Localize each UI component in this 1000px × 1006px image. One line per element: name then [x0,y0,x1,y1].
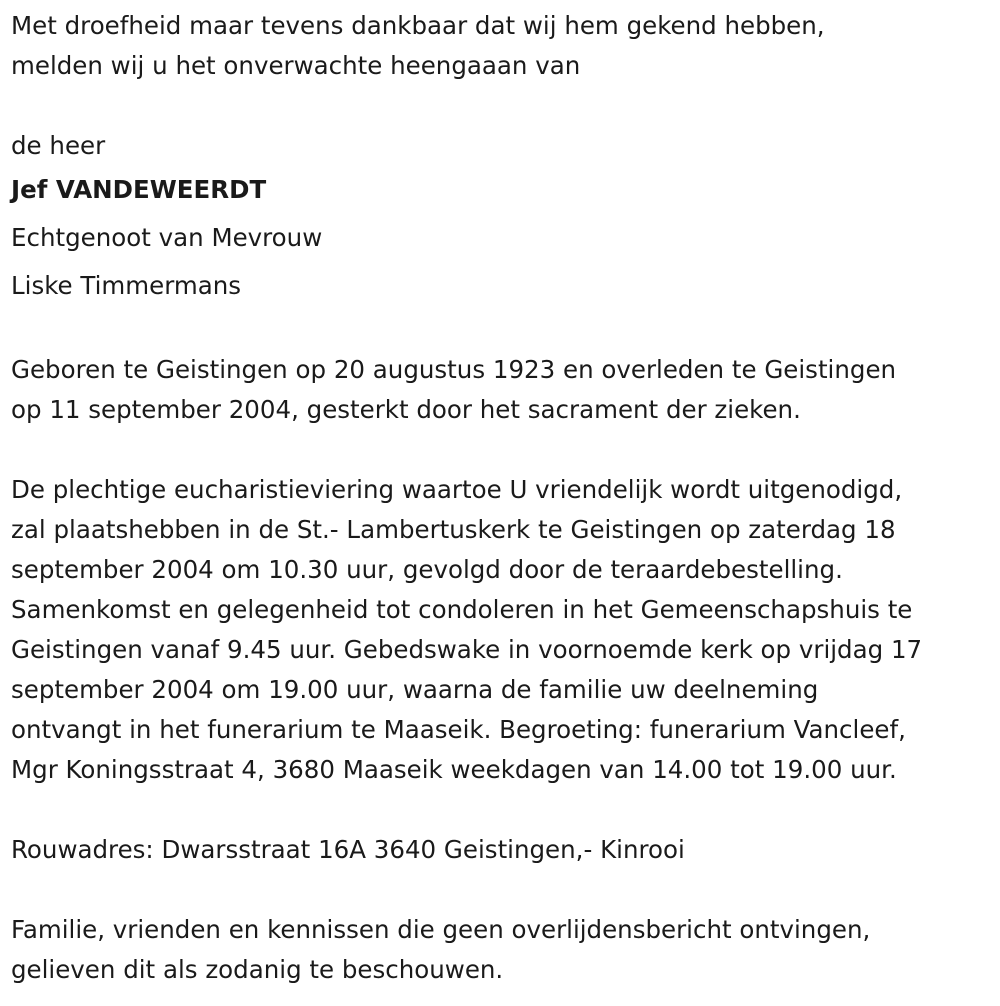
spacer [11,430,996,470]
deceased-title: de heer [11,131,106,160]
spouse-label: Echtgenoot van Mevrouw [11,223,323,252]
ceremony-line: september 2004 om 10.30 uur, gevolgd door de teraardebestelling. [11,555,843,584]
intro-paragraph [11,6,996,86]
ceremony-line: ontvangt in het funerarium te Maaseik. Begroeting: funerarium Vancleef, [11,715,906,744]
obituary-document [11,6,996,990]
spacer [11,790,996,830]
ceremony-line: zal plaatshebben in de St.- Lambertuskerk te Geistingen op zaterdag 18 [11,515,896,544]
ceremony-line: Mgr Koningsstraat 4, 3680 Maaseik weekdagen van 14.00 tot 19.00 uur. [11,755,897,784]
spacer [11,310,996,350]
spouse-name: Liske Timmermans [11,271,242,300]
ceremony-paragraph [11,470,996,790]
ceremony-line: Geistingen vanaf 9.45 uur. Gebedswake in voornoemde kerk op vrijdag 17 [11,635,923,664]
spacer [11,870,996,910]
ceremony-line: De plechtige eucharistieviering waartoe U vriendelijk wordt uitgenodigd, [11,475,903,504]
closing-paragraph [11,910,996,990]
birth-death-paragraph [11,350,996,430]
intro-line-1: Met droefheid maar tevens dankbaar dat wij hem gekend hebben, [11,11,825,40]
birth-death-line-2: op 11 september 2004, gesterkt door het sacrament der zieken. [11,395,801,424]
intro-line-2: melden wij u het onverwachte heengaaan van [11,51,581,80]
ceremony-line: september 2004 om 19.00 uur, waarna de familie uw deelneming [11,675,819,704]
deceased-name: Jef VANDEWEERDT [11,175,267,204]
address-paragraph [11,830,996,870]
mourning-address: Rouwadres: Dwarsstraat 16A 3640 Geistingen,- Kinrooi [11,835,685,864]
deceased-block [11,126,996,310]
ceremony-line: Samenkomst en gelegenheid tot condoleren in het Gemeenschapshuis te [11,595,913,624]
closing-line-2: gelieven dit als zodanig te beschouwen. [11,955,504,984]
birth-death-line-1: Geboren te Geistingen op 20 augustus 1923 en overleden te Geistingen [11,355,897,384]
closing-line-1: Familie, vrienden en kennissen die geen overlijdensbericht ontvingen, [11,915,871,944]
spacer [11,86,996,126]
